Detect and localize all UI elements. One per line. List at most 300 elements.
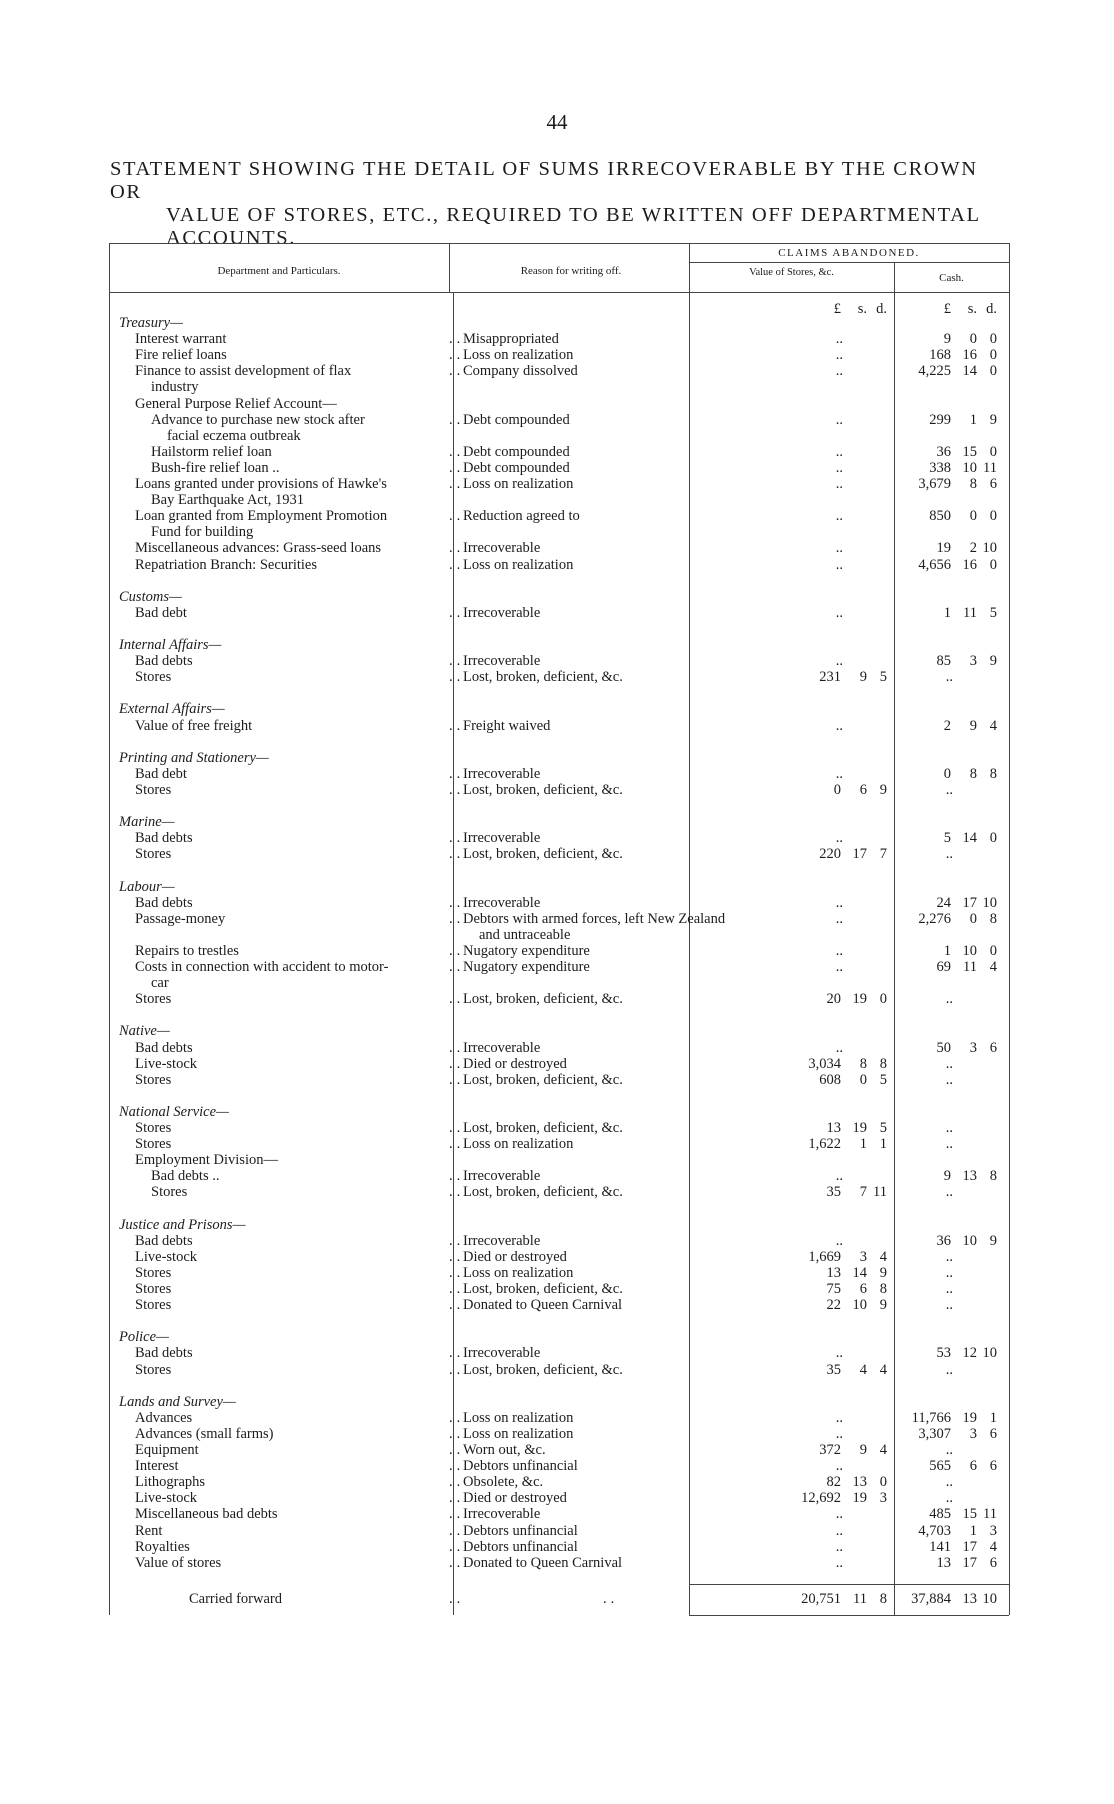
particulars: Stores xyxy=(151,1184,188,1201)
shillings: 13 xyxy=(852,1474,867,1491)
shillings: 19 xyxy=(852,991,867,1008)
pence: 11 xyxy=(873,1184,887,1201)
pence: 0 xyxy=(989,508,997,525)
department-heading-row xyxy=(109,1104,1009,1120)
shillings: 2 xyxy=(969,540,977,557)
shillings: 6 xyxy=(859,1281,867,1297)
reason: Irrecoverable xyxy=(463,653,541,670)
reason: Loss on realization xyxy=(463,1264,574,1281)
leader-dots: .. xyxy=(449,331,465,348)
shillings: 9 xyxy=(859,669,867,686)
shillings: 3 xyxy=(969,653,977,670)
pounds: 13 xyxy=(826,1120,841,1136)
pounds: 36 xyxy=(936,1232,951,1249)
pounds: 2,276 xyxy=(918,910,951,927)
leader-dots: .. xyxy=(449,942,465,959)
particulars: Stores xyxy=(135,1361,172,1378)
leader-dots: .. xyxy=(449,1055,465,1072)
nil-marker: .. xyxy=(945,1474,953,1491)
shillings: 17 xyxy=(962,894,977,911)
leader-dots: .. xyxy=(449,1361,465,1378)
nil-marker: .. xyxy=(835,443,843,460)
particulars: Bay Earthquake Act, 1931 xyxy=(151,492,305,509)
pounds: 20 xyxy=(826,991,841,1008)
shillings: 19 xyxy=(852,1490,867,1507)
leader-dots: .. xyxy=(449,1248,465,1265)
reason: Lost, broken, deficient, &c. xyxy=(463,1120,623,1136)
pence: 6 xyxy=(989,1425,997,1442)
table-row xyxy=(109,428,1009,444)
reason: Donated to Queen Carnival xyxy=(463,1554,623,1571)
reason: Debt compounded xyxy=(463,443,570,460)
pounds: 37,884 xyxy=(911,1591,951,1607)
pence: 5 xyxy=(879,1071,887,1088)
nil-marker: .. xyxy=(835,765,843,782)
department-name: National Service— xyxy=(119,1103,229,1120)
department-heading-row xyxy=(109,637,1009,653)
leader-dots: .. xyxy=(449,894,465,911)
shillings: 16 xyxy=(962,556,977,573)
pence: 11 xyxy=(983,1506,997,1523)
leader-dots: .. xyxy=(449,1039,465,1056)
table-row xyxy=(109,379,1009,395)
pounds: 36 xyxy=(936,443,951,460)
particulars: Bad debt xyxy=(135,765,187,782)
particulars: Bad debt xyxy=(135,604,187,621)
department-heading-row xyxy=(109,589,1009,605)
particulars: Bad debts xyxy=(135,1345,193,1362)
nil-marker: .. xyxy=(945,1071,953,1088)
leader-dots: .. xyxy=(449,556,465,573)
table-row xyxy=(109,991,1009,1007)
table-row xyxy=(109,766,1009,782)
particulars: Miscellaneous bad debts xyxy=(135,1506,278,1523)
pounds: 22 xyxy=(826,1297,841,1314)
particulars: industry xyxy=(151,379,199,396)
pence: 0 xyxy=(879,1474,887,1491)
reason: Loss on realization xyxy=(463,1136,574,1153)
leader-dots: .. xyxy=(449,604,465,621)
currency-units-row xyxy=(109,301,1009,317)
shillings: 14 xyxy=(852,1264,867,1281)
particulars: Stores xyxy=(135,1264,172,1281)
pounds: 1,669 xyxy=(808,1248,841,1265)
leader-dots: .. xyxy=(449,991,465,1008)
particulars: Interest xyxy=(135,1458,179,1475)
shillings: 1 xyxy=(969,411,977,428)
table-row xyxy=(109,959,1009,975)
particulars: Advances xyxy=(135,1409,193,1426)
pounds: 11,766 xyxy=(911,1409,951,1426)
pence: 9 xyxy=(879,1297,887,1314)
table-row xyxy=(109,1523,1009,1539)
pence: 8 xyxy=(879,1055,887,1072)
leader-dots: .. xyxy=(449,765,465,782)
table-row xyxy=(109,1458,1009,1474)
reason: Nugatory expenditure xyxy=(463,959,590,975)
table-row xyxy=(109,492,1009,508)
nil-marker: .. xyxy=(835,1522,843,1539)
leader-dots: .. xyxy=(449,1474,465,1491)
cash-header: Cash. xyxy=(939,272,964,284)
leader-dots: .. xyxy=(449,1071,465,1088)
pence: 11 xyxy=(983,459,997,476)
leader-dots: .. xyxy=(449,1522,465,1539)
particulars: Stores xyxy=(135,781,172,798)
department-name: Treasury— xyxy=(119,315,183,331)
department-heading-row xyxy=(109,879,1009,895)
leader-dots: .. xyxy=(449,476,465,492)
nil-marker: .. xyxy=(835,1425,843,1442)
leader-dots: .. xyxy=(449,717,465,734)
reason: Lost, broken, deficient, &c. xyxy=(463,1361,623,1378)
reason: Irrecoverable xyxy=(463,830,541,847)
reason: Lost, broken, deficient, &c. xyxy=(463,991,623,1008)
department-heading-row xyxy=(109,1023,1009,1039)
leader-dots: .. xyxy=(449,1297,465,1314)
reason: Irrecoverable xyxy=(463,765,541,782)
pence: 4 xyxy=(989,717,997,734)
pounds: 9 xyxy=(943,1168,951,1185)
table-row xyxy=(109,718,1009,734)
leader-dots: .. xyxy=(449,1490,465,1507)
pounds: 168 xyxy=(929,347,951,364)
pounds: 565 xyxy=(929,1458,951,1475)
table-row xyxy=(109,1040,1009,1056)
reason-continued: and untraceable xyxy=(479,926,571,943)
leader-dots: .. xyxy=(449,1345,465,1362)
department-heading-row xyxy=(109,750,1009,766)
reason: Irrecoverable xyxy=(463,604,541,621)
department-name: Marine— xyxy=(119,814,175,831)
leader-dots: .. xyxy=(449,1442,465,1458)
shillings: 1 xyxy=(969,1522,977,1539)
leader-dots: .. xyxy=(449,846,465,863)
shillings: 15 xyxy=(962,1506,977,1523)
pounds: 220 xyxy=(819,846,841,863)
nil-marker: .. xyxy=(835,459,843,476)
leader-dots: .. xyxy=(449,443,465,460)
particulars: Stores xyxy=(135,991,172,1008)
shillings: 13 xyxy=(962,1168,977,1185)
table-row xyxy=(109,605,1009,621)
table-row xyxy=(109,1233,1009,1249)
nil-marker: .. xyxy=(945,1490,953,1507)
pence: 0 xyxy=(989,443,997,460)
nil-marker: .. xyxy=(835,1039,843,1056)
table-row xyxy=(109,830,1009,846)
table-row xyxy=(109,476,1009,492)
table-row xyxy=(109,347,1009,363)
table-row xyxy=(109,1490,1009,1506)
table-row xyxy=(109,1152,1009,1168)
particulars: Interest warrant xyxy=(135,331,227,348)
particulars: Finance to assist development of flax xyxy=(135,363,352,380)
pounds: 19 xyxy=(936,540,951,557)
shillings: 0 xyxy=(969,910,977,927)
particulars: Miscellaneous advances: Grass-seed loans xyxy=(135,540,382,557)
particulars: Stores xyxy=(135,1071,172,1088)
reason: Lost, broken, deficient, &c. xyxy=(463,1281,623,1297)
leader-dots: .. xyxy=(449,1136,465,1153)
particulars: Value of stores xyxy=(135,1554,222,1571)
nil-marker: .. xyxy=(945,1281,953,1297)
nil-marker: .. xyxy=(945,1055,953,1072)
shillings: 19 xyxy=(962,1409,977,1426)
pence: 8 xyxy=(989,765,997,782)
total-bottom-rule xyxy=(689,1615,1009,1616)
shillings: 17 xyxy=(962,1538,977,1555)
particulars: Value of free freight xyxy=(135,717,253,734)
pence: 9 xyxy=(989,653,997,670)
pence: 6 xyxy=(989,476,997,492)
department-name: Justice and Prisons— xyxy=(119,1216,246,1233)
nil-marker: .. xyxy=(945,781,953,798)
total-top-rule xyxy=(689,1584,1009,1585)
nil-marker: .. xyxy=(835,556,843,573)
reason: Lost, broken, deficient, &c. xyxy=(463,1184,623,1201)
particulars: Stores xyxy=(135,669,172,686)
leader-dots: .. xyxy=(449,1120,465,1136)
reason: Irrecoverable xyxy=(463,1039,541,1056)
pounds: 231 xyxy=(819,669,841,686)
shillings: 0 xyxy=(969,331,977,348)
department-heading-row xyxy=(109,1394,1009,1410)
pence: 9 xyxy=(879,1264,887,1281)
reason: Lost, broken, deficient, &c. xyxy=(463,781,623,798)
reason: Loss on realization xyxy=(463,1425,574,1442)
reason: Reduction agreed to xyxy=(463,508,580,525)
page-title xyxy=(110,158,1010,250)
shillings: 3 xyxy=(969,1039,977,1056)
pence: 9 xyxy=(879,781,887,798)
reason: Worn out, &c. xyxy=(463,1442,546,1458)
pence: 0 xyxy=(989,830,997,847)
table-row xyxy=(109,1249,1009,1265)
pounds: 13 xyxy=(826,1264,841,1281)
shillings: 11 xyxy=(853,1591,867,1607)
pounds: 35 xyxy=(826,1361,841,1378)
department-name: Police— xyxy=(119,1329,169,1346)
nil-marker: .. xyxy=(945,1248,953,1265)
shillings: 1 xyxy=(859,1136,867,1153)
pounds: 141 xyxy=(929,1538,951,1555)
pounds: 50 xyxy=(936,1039,951,1056)
pence: 4 xyxy=(879,1442,887,1458)
nil-marker: .. xyxy=(835,1409,843,1426)
shillings: 15 xyxy=(962,443,977,460)
nil-marker: .. xyxy=(835,540,843,557)
table-row xyxy=(109,557,1009,573)
pence: 3 xyxy=(989,1522,997,1539)
particulars: car xyxy=(151,975,169,992)
particulars: Bad debts .. xyxy=(151,1168,220,1185)
leader-dots: .. xyxy=(449,781,465,798)
pounds: 82 xyxy=(826,1474,841,1491)
pounds: 1,622 xyxy=(808,1136,841,1153)
pounds: 1 xyxy=(943,942,951,959)
pence: 9 xyxy=(989,1232,997,1249)
reason: Loss on realization xyxy=(463,1409,574,1426)
table-row xyxy=(109,1506,1009,1522)
nil-marker: .. xyxy=(835,347,843,364)
particulars: Loans granted under provisions of Hawke's xyxy=(135,476,387,492)
department-heading-row xyxy=(109,1329,1009,1345)
nil-marker: .. xyxy=(835,830,843,847)
nil-marker: .. xyxy=(835,1554,843,1571)
shillings: 16 xyxy=(962,347,977,364)
department-name: Internal Affairs— xyxy=(119,637,222,653)
pence: 1 xyxy=(879,1136,887,1153)
table-row xyxy=(109,1345,1009,1361)
reason: Misappropriated xyxy=(463,331,559,348)
leader-dots: .. xyxy=(449,1184,465,1201)
shillings: 13 xyxy=(962,1591,977,1607)
leader-dots: .. xyxy=(449,1281,465,1297)
reason: Freight waived xyxy=(463,717,551,734)
reason: Debt compounded xyxy=(463,459,570,476)
pence: 6 xyxy=(989,1458,997,1475)
particulars: Loan granted from Employment Promotion xyxy=(135,508,388,525)
nil-marker: .. xyxy=(835,653,843,670)
leader-dots: .. xyxy=(449,1591,465,1607)
department-name: Printing and Stationery— xyxy=(119,749,269,766)
leader-dots: .. xyxy=(449,1425,465,1442)
table-row xyxy=(109,1056,1009,1072)
particulars: Stores xyxy=(135,1120,172,1136)
leader-dots: .. xyxy=(449,1554,465,1571)
leader-dots: .. xyxy=(449,1458,465,1475)
table-row xyxy=(109,653,1009,669)
shillings: 17 xyxy=(852,846,867,863)
shillings: 0 xyxy=(859,1071,867,1088)
nil-marker: .. xyxy=(835,476,843,492)
pound-unit: £ xyxy=(943,301,951,317)
pounds: 1 xyxy=(943,604,951,621)
leader-dots: .. xyxy=(449,347,465,364)
part-reason-rule-top xyxy=(449,243,450,292)
table-row xyxy=(109,363,1009,379)
table-row xyxy=(109,1136,1009,1152)
particulars: Repatriation Branch: Securities xyxy=(135,556,318,573)
pounds: 85 xyxy=(936,653,951,670)
nil-marker: .. xyxy=(945,1136,953,1153)
nil-marker: .. xyxy=(835,1168,843,1185)
pence: 8 xyxy=(989,910,997,927)
shillings: 6 xyxy=(969,1458,977,1475)
particulars: Stores xyxy=(135,1281,172,1297)
particulars: Live-stock xyxy=(135,1055,198,1072)
pounds: 13 xyxy=(936,1554,951,1571)
pence: 8 xyxy=(879,1591,887,1607)
title-line-3: ACCOUNTS. xyxy=(166,227,297,249)
reason: Loss on realization xyxy=(463,556,574,573)
reason: Lost, broken, deficient, &c. xyxy=(463,1071,623,1088)
table-row xyxy=(109,1265,1009,1281)
nil-marker: .. xyxy=(945,991,953,1008)
shillings: 12 xyxy=(962,1345,977,1362)
shillings: 10 xyxy=(852,1297,867,1314)
department-name: Native— xyxy=(119,1023,170,1040)
leader-dots: .. xyxy=(449,1506,465,1523)
pence: 7 xyxy=(879,846,887,863)
pence: 4 xyxy=(989,1538,997,1555)
particulars: Hailstorm relief loan xyxy=(151,443,272,460)
pounds: 4,656 xyxy=(918,556,951,573)
pence: 4 xyxy=(989,959,997,975)
reason: Debtors unfinancial xyxy=(463,1522,578,1539)
shillings: 6 xyxy=(859,781,867,798)
particulars: Bad debts xyxy=(135,1039,193,1056)
shillings: 8 xyxy=(969,765,977,782)
department-header: Department and Particulars. xyxy=(217,265,341,277)
particulars: Advance to purchase new stock after xyxy=(151,411,365,428)
pence: 0 xyxy=(989,942,997,959)
title-line-1: STATEMENT SHOWING THE DETAIL OF SUMS IRRECOVERABLE BY THE CROWN OR xyxy=(110,158,978,203)
nil-marker: .. xyxy=(945,1442,953,1458)
pence: 1 xyxy=(989,1409,997,1426)
reason: Irrecoverable xyxy=(463,1232,541,1249)
pounds: 53 xyxy=(936,1345,951,1362)
shillings: 10 xyxy=(962,459,977,476)
reason: Loss on realization xyxy=(463,476,574,492)
shillings: 9 xyxy=(969,717,977,734)
nil-marker: .. xyxy=(945,1264,953,1281)
leader-dots: .. xyxy=(449,540,465,557)
shillings: 8 xyxy=(859,1055,867,1072)
pence: 0 xyxy=(989,363,997,380)
reason: Irrecoverable xyxy=(463,540,541,557)
carried-forward-row xyxy=(109,1591,1009,1607)
pence: 8 xyxy=(989,1168,997,1185)
table-row xyxy=(109,895,1009,911)
pounds: 4,703 xyxy=(918,1522,951,1539)
particulars: Fire relief loans xyxy=(135,347,227,364)
page-number: 44 xyxy=(546,110,568,134)
shillings: 11 xyxy=(963,604,977,621)
reason: Nugatory expenditure xyxy=(463,942,590,959)
pence: 9 xyxy=(989,411,997,428)
pence: 5 xyxy=(879,1120,887,1136)
table-row xyxy=(109,1555,1009,1571)
department-name: Labour— xyxy=(119,878,175,895)
pence: 6 xyxy=(989,1554,997,1571)
table-row xyxy=(109,508,1009,524)
pounds: 3,034 xyxy=(808,1055,841,1072)
reason: Irrecoverable xyxy=(463,894,541,911)
nil-marker: .. xyxy=(835,1538,843,1555)
shilling-unit: s. xyxy=(857,301,867,317)
nil-marker: .. xyxy=(835,959,843,975)
department-name: Customs— xyxy=(119,588,182,605)
reason: Obsolete, &c. xyxy=(463,1474,544,1491)
leader-dots: .. xyxy=(449,959,465,975)
pounds: 5 xyxy=(943,830,951,847)
pounds: 4,225 xyxy=(918,363,951,380)
shilling-unit: s. xyxy=(967,301,977,317)
reason: Irrecoverable xyxy=(463,1506,541,1523)
table-row xyxy=(109,444,1009,460)
pence: 10 xyxy=(982,1345,997,1362)
reason: Lost, broken, deficient, &c. xyxy=(463,846,623,863)
shillings: 14 xyxy=(962,830,977,847)
reason: Died or destroyed xyxy=(463,1248,567,1265)
department-name: External Affairs— xyxy=(119,701,225,718)
particulars: Stores xyxy=(135,1297,172,1314)
table-row xyxy=(109,1281,1009,1297)
pence: 5 xyxy=(989,604,997,621)
pounds: 608 xyxy=(819,1071,841,1088)
